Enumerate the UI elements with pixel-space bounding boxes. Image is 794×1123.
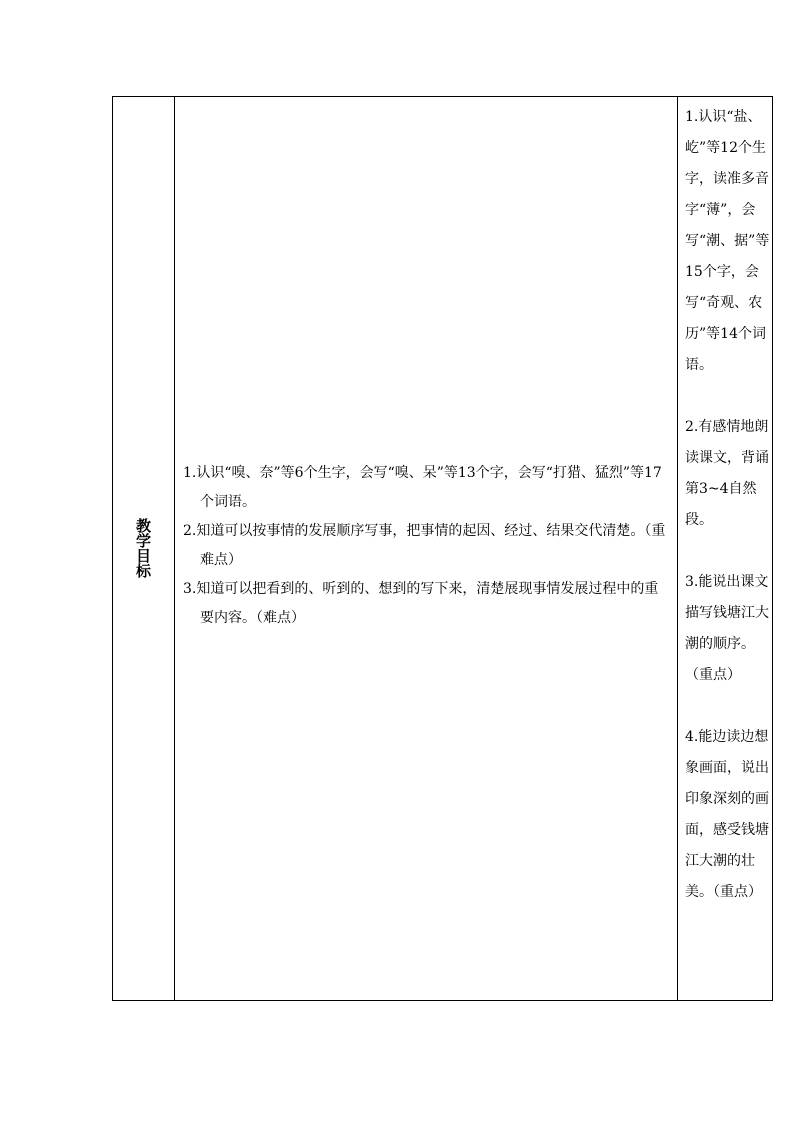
side-goal-item: 4.能边读边想象画面，说出印象深刻的画面，感受钱塘江大潮的壮美。（重点） [685, 729, 769, 900]
side-goal-item: 3.能说出课文描写钱塘江大潮的顺序。（重点） [685, 574, 769, 683]
main-goal-item: 2.知道可以按事情的发展顺序写事，把事情的起因、经过、结果交代清楚。（重难点） [183, 523, 666, 568]
teaching-goals-table [112, 96, 773, 1001]
side-goal-item: 2.有感情地朗读课文，背诵第3~4自然段。 [685, 419, 769, 528]
side-goals-cell [678, 97, 772, 1000]
main-goals-cell [175, 97, 678, 1000]
side-goal-item: 1.认识“盐、屹”等12个生字，读准多音字“薄”，会写“潮、据”等15个字，会写“奇观、农历”等14个词语。 [685, 109, 770, 373]
label-cell [113, 97, 175, 1000]
main-goal-item: 3.知道可以把看到的、听到的、想到的写下来，清楚展现事情发展过程中的重要内容。（难点） [183, 581, 659, 626]
teaching-goals-label: 教学目标 [135, 516, 151, 580]
main-goals-list [183, 459, 669, 633]
side-goals-list [685, 102, 770, 908]
main-goal-item: 1.认识“嗅、奈”等6个生字，会写“嗅、呆”等13个字，会写“打猎、猛烈”等17个词语。 [183, 465, 662, 510]
